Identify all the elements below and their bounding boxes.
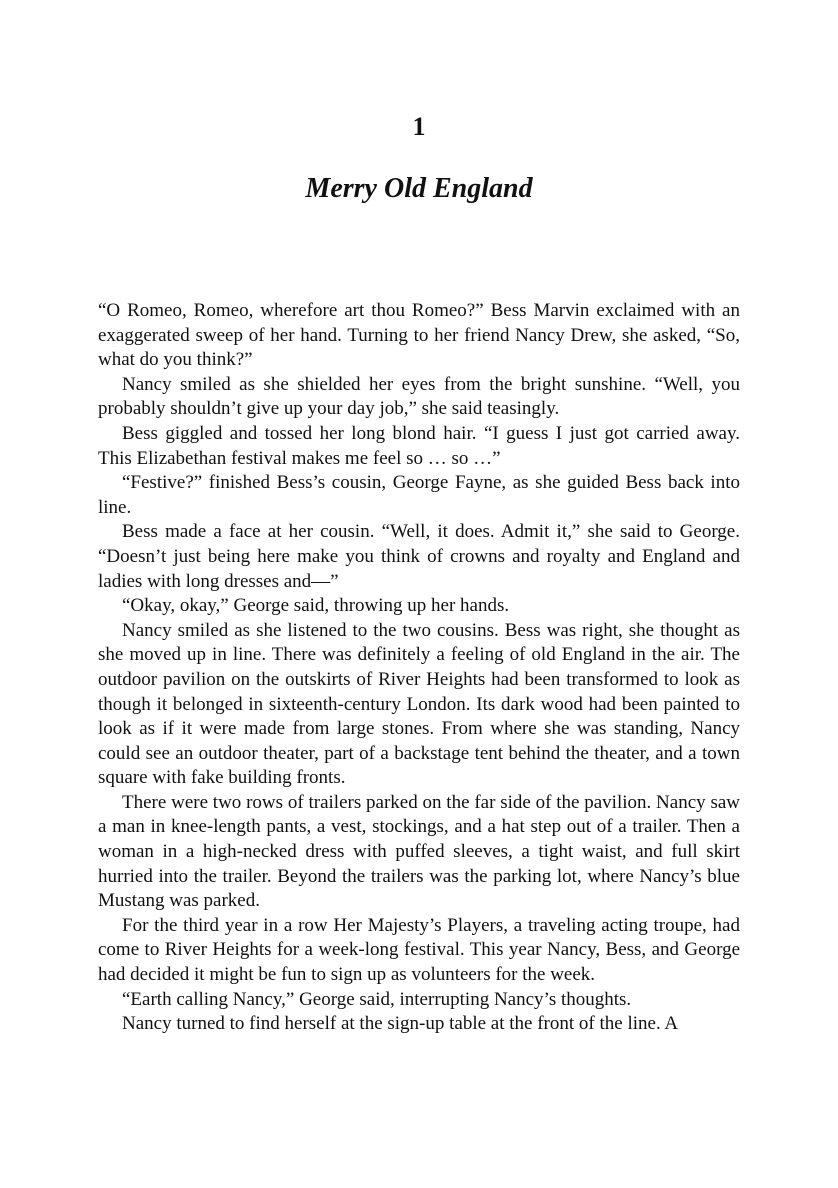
chapter-number: 1 [412,112,426,141]
paragraph: “Okay, okay,” George said, throwing up her hands. [122,595,510,617]
paragraph: Bess giggled and tossed her long blond hair. “I guess I just got carried away. This Elizabethan festival makes me feel so … so …” [98,422,740,469]
paragraph: Nancy smiled as she shielded her eyes from the bright sunshine. “Well, you probably shouldn’t give up your day job,” she said teasingly. [98,373,740,420]
paragraph: For the third year in a row Her Majesty’s Players, a traveling acting troupe, had come to River Heights for a week-long festival. This year Nancy, Bess, and George had decided it might be fun to sign up as volunteers for the week. [98,914,740,986]
paragraph: There were two rows of trailers parked on the far side of the pavilion. Nancy saw a man in knee-length pants, a vest, stockings, and a hat step out of a trailer. Then a woman in a high-necked dress with puffed sleeves, a tight waist, and full skirt hurried into the trailer. Beyond the trailers was the parking lot, where Nancy’s blue Mustang was parked. [98,791,740,912]
chapter-title: Merry Old England [305,173,533,204]
paragraph: “Festive?” finished Bess’s cousin, George Fayne, as she guided Bess back into line. [98,472,740,518]
paragraph: Nancy turned to find herself at the sign-up table at the front of the line. A [122,1013,679,1035]
paragraph: Nancy smiled as she listened to the two cousins. Bess was right, she thought as she moved up in line. There was definitely a feeling of old England in the air. The outdoor pavilion on the outskirts of River Heights had been transformed to look as though it belonged in sixteenth-century London. Its dark wood had been painted to look as if it were made from large stones. From where she was standing, Nancy could see an outdoor theater, part of a backstage tent behind the theater, and a town square with fake building fronts. [98,619,740,789]
paragraph: “Earth calling Nancy,” George said, interrupting Nancy’s thoughts. [122,988,632,1010]
paragraph: “O Romeo, Romeo, wherefore art thou Romeo?” Bess Marvin exclaimed with an exaggerated sweep of her hand. Turning to her friend Nancy Drew, she asked, “So, what do you think?” [98,300,740,371]
chapter-body [98,299,740,1037]
paragraph: Bess made a face at her cousin. “Well, it does. Admit it,” she said to George. “Doesn’t just being here make you think of crowns and royalty and England and ladies with long dresses and—” [98,521,740,592]
